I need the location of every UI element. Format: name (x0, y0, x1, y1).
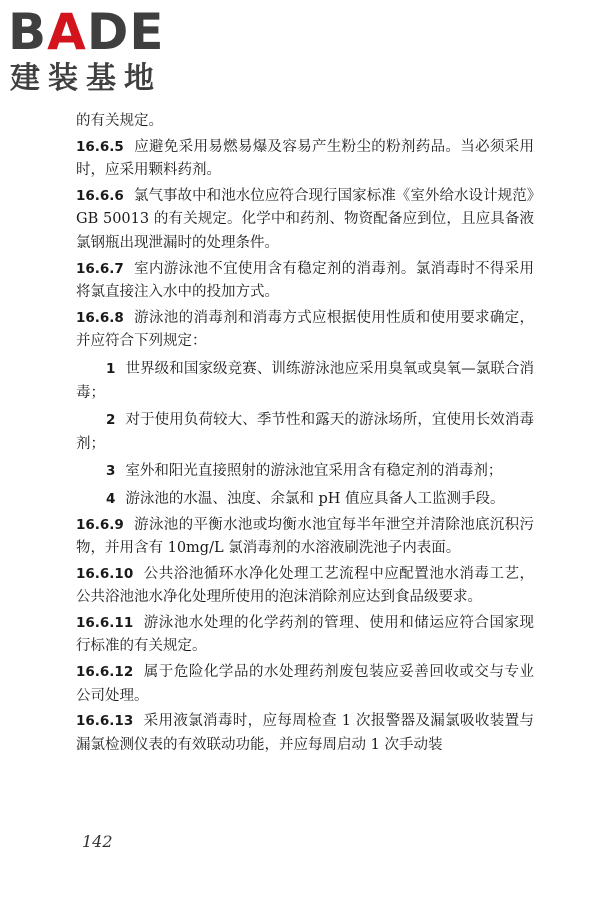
clause-16-6-12 (76, 661, 534, 708)
list-item-4 (76, 488, 534, 512)
clause-16-6-9 (76, 514, 534, 561)
clause-text: 氯气事故中和池水位应符合现行国家标准《室外给水设计规范》GB 50013 的有关规定。化学中和药剂、物资配备应到位，且应具备液氯钢瓶出现泄漏时的处理条件。 (76, 187, 534, 251)
item-number: 3 (106, 463, 116, 480)
clause-16-6-7 (76, 258, 534, 305)
lead-text: 的有关规定。 (76, 113, 163, 129)
clause-number: 16.6.11 (76, 614, 134, 631)
logo-subtitle: 建装基地 (10, 61, 162, 96)
clause-text: 游泳池的消毒剂和消毒方式应根据使用性质和使用要求确定，并应符合下列规定： (76, 309, 534, 350)
clause-number: 16.6.6 (76, 187, 124, 204)
clause-number: 16.6.5 (76, 138, 124, 155)
clause-number: 16.6.9 (76, 516, 124, 533)
page-number: 142 (82, 832, 113, 851)
item-number: 1 (106, 360, 116, 377)
brand-logo (8, 3, 178, 98)
logo-letters-de: DE (86, 3, 165, 61)
clause-number: 16.6.7 (76, 260, 124, 277)
clause-text: 属于危险化学品的水处理药剂废包装应妥善回收或交与专业公司处理。 (76, 664, 534, 704)
logo-wordmark (8, 3, 165, 61)
list-item-1 (76, 358, 534, 405)
list-item-2 (76, 409, 534, 456)
logo-letter-b: B (8, 3, 48, 61)
item-text: 室外和阳光直接照射的游泳池宜采用含有稳定剂的消毒剂； (125, 463, 503, 480)
logo-letter-a: A (47, 3, 87, 61)
item-text: 世界级和国家级竞赛、训练游泳池应采用臭氧或臭氧—氯联合消毒； (76, 360, 534, 401)
clause-text: 公共浴池循环水净化处理工艺流程中应配置池水消毒工艺，公共浴池池水净化处理所使用的泡沫消除剂应达到食品级要求。 (76, 565, 534, 606)
clause-16-6-10 (76, 563, 534, 610)
document-body (76, 110, 534, 757)
clause-number: 16.6.12 (76, 664, 134, 681)
clause-text: 游泳池水处理的化学药剂的管理、使用和储运应符合国家现行标准的有关规定。 (76, 614, 534, 655)
clause-16-6-8 (76, 307, 534, 354)
clause-16-6-5 (76, 136, 534, 183)
item-text: 对于使用负荷较大、季节性和露天的游泳场所，宜使用长效消毒剂； (76, 412, 534, 452)
list-item-3 (76, 460, 534, 484)
clause-16-6-11 (76, 612, 534, 659)
clause-text: 采用液氯消毒时，应每周检查 1 次报警器及漏氯吸收装置与漏氯检测仪表的有效联动功能，并应每周启动 1 次手动装 (76, 713, 534, 753)
clause-number: 16.6.13 (76, 713, 134, 730)
item-number: 2 (106, 412, 116, 429)
clause-text: 游泳池的平衡水池或均衡水池宜每半年泄空并清除池底沉积污物，并用含有 10mg/L 氯消毒剂的水溶液刷洗池子内表面。 (76, 516, 534, 557)
clause-16-6-6 (76, 185, 534, 256)
clause-16-6-13 (76, 710, 534, 757)
clause-number: 16.6.10 (76, 565, 134, 582)
clause-text: 应避免采用易燃易爆及容易产生粉尘的粉剂药品。当必须采用时，应采用颗料药剂。 (76, 138, 534, 179)
item-text: 游泳池的水温、浊度、余氯和 pH 值应具备人工监测手段。 (125, 490, 505, 507)
clause-number: 16.6.8 (76, 309, 124, 326)
clause-text: 室内游泳池不宜使用含有稳定剂的消毒剂。氯消毒时不得采用将氯直接注入水中的投加方式。 (76, 260, 534, 301)
item-number: 4 (106, 490, 116, 507)
